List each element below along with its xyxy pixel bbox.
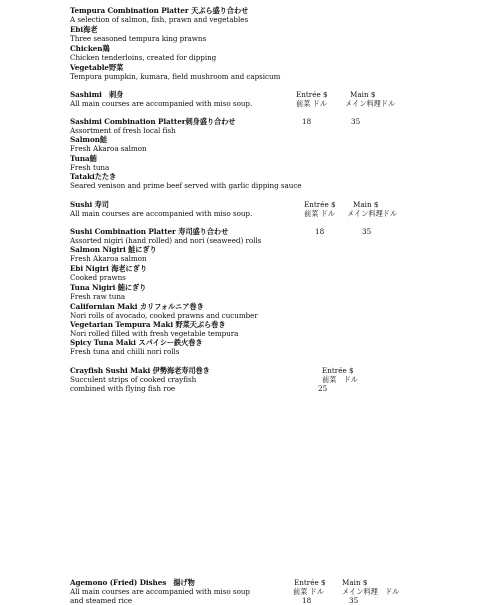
- sushi-platter-entree-price: 18: [315, 227, 325, 236]
- californian-maki-desc: Nori rolls of avocado, cooked prawns and cucumber: [70, 311, 258, 320]
- tataki-title: Tatakiたたき: [70, 172, 117, 181]
- crayfish-desc-1: Succulent strips of cooked crayfish: [70, 375, 197, 384]
- sashimi-note: All main courses are accompanied with miso soup.: [70, 99, 253, 108]
- sashimi-tuna-title: Tuna鮪: [70, 154, 97, 163]
- tuna-nigiri-desc: Fresh raw tuna: [70, 292, 126, 301]
- californian-maki-title: Californian Maki カリフォルニア巻き: [70, 302, 204, 311]
- ebi-title: Ebi海老: [70, 25, 98, 34]
- crayfish-price: 25: [318, 384, 328, 393]
- agemono-heading: Agemono (Fried) Dishes 揚げ物: [70, 578, 195, 587]
- crayfish-entree-jp: 前菜 ドル: [322, 375, 358, 384]
- crayfish-title: Crayfish Sushi Maki 伊勢海老寿司巻き: [70, 366, 210, 375]
- sushi-main-label: Main $: [353, 200, 379, 209]
- sushi-heading: Sushi 寿司: [70, 200, 109, 209]
- tataki-desc: Seared venison and prime beef served with garlic dipping sauce: [70, 181, 302, 190]
- agemono-main-price: 35: [349, 596, 359, 605]
- chicken-desc: Chicken tenderloins, created for dipping: [70, 53, 217, 62]
- tempura-platter-title: Tempura Combination Platter 天ぷら盛り合わせ: [70, 6, 249, 15]
- sashimi-platter-entree-price: 18: [302, 117, 312, 126]
- sashimi-platter-desc: Assortment of fresh local fish: [70, 126, 176, 135]
- vegetable-desc: Tempura pumpkin, kumara, field mushroom and capsicum: [70, 72, 281, 81]
- sushi-entree-jp: 前菜 ドル: [304, 209, 336, 218]
- vegetable-title: Vegetable野菜: [70, 63, 124, 72]
- crayfish-entree-label: Entrée $: [322, 366, 354, 375]
- ebi-desc: Three seasoned tempura king prawns: [70, 34, 207, 43]
- agemono-entree-price: 18: [302, 596, 312, 605]
- sashimi-platter-main-price: 35: [351, 117, 361, 126]
- sushi-platter-desc: Assorted nigiri (hand rolled) and nori (seaweed) rolls: [70, 236, 262, 245]
- sashimi-main-label: Main $: [350, 90, 376, 99]
- sashimi-salmon-desc: Fresh Akaroa salmon: [70, 144, 147, 153]
- tuna-nigiri-title: Tuna Nigiri 鮪にぎり: [70, 283, 147, 292]
- agemono-note: All main courses are accompanied with miso soup: [70, 587, 250, 596]
- ebi-nigiri-title: Ebi Nigiri 海老にぎり: [70, 264, 147, 273]
- sushi-note: All main courses are accompanied with miso soup.: [70, 209, 253, 218]
- ebi-nigiri-desc: Cooked prawns: [70, 273, 126, 282]
- spicy-tuna-maki-title: Spicy Tuna Maki スパイシー鉄火巻き: [70, 338, 203, 347]
- agemono-main-jp: メイン料理 ドル: [342, 587, 400, 596]
- sashimi-heading: Sashimi 刺身: [70, 90, 124, 99]
- sashimi-platter-title: Sashimi Combination Platter刺身盛り合わせ: [70, 117, 236, 126]
- chicken-title: Chicken鶏: [70, 44, 110, 53]
- sushi-entree-label: Entrée $: [304, 200, 336, 209]
- agemono-note-2: and steamed rice: [70, 596, 133, 605]
- vegetarian-maki-title: Vegetarian Tempura Maki 野菜天ぷら巻き: [70, 320, 226, 329]
- salmon-nigiri-desc: Fresh Akaroa salmon: [70, 254, 147, 263]
- sushi-main-jp: メイン料理ドル: [347, 209, 398, 218]
- sashimi-main-jp: メイン料理ドル: [345, 99, 396, 108]
- agemono-main-label: Main $: [342, 578, 368, 587]
- sushi-platter-main-price: 35: [362, 227, 372, 236]
- vegetarian-maki-desc: Nori rolled filled with fresh vegetable tempura: [70, 329, 239, 338]
- tempura-platter-desc: A selection of salmon, fish, prawn and vegetables: [70, 15, 249, 24]
- sushi-platter-title: Sushi Combination Platter 寿司盛り合わせ: [70, 227, 229, 236]
- sashimi-entree-label: Entrée $: [296, 90, 328, 99]
- agemono-entree-label: Entrée $: [294, 578, 326, 587]
- sashimi-tuna-desc: Fresh tuna: [70, 163, 110, 172]
- sashimi-entree-jp: 前菜 ドル: [296, 99, 328, 108]
- agemono-entree-jp: 前菜 ドル: [293, 587, 325, 596]
- crayfish-desc-2: combined with flying fish roe: [70, 384, 176, 393]
- salmon-nigiri-title: Salmon Nigiri 鮭にぎり: [70, 245, 157, 254]
- spicy-tuna-maki-desc: Fresh tuna and chilli nori rolls: [70, 347, 180, 356]
- sashimi-salmon-title: Salmon鮭: [70, 135, 108, 144]
